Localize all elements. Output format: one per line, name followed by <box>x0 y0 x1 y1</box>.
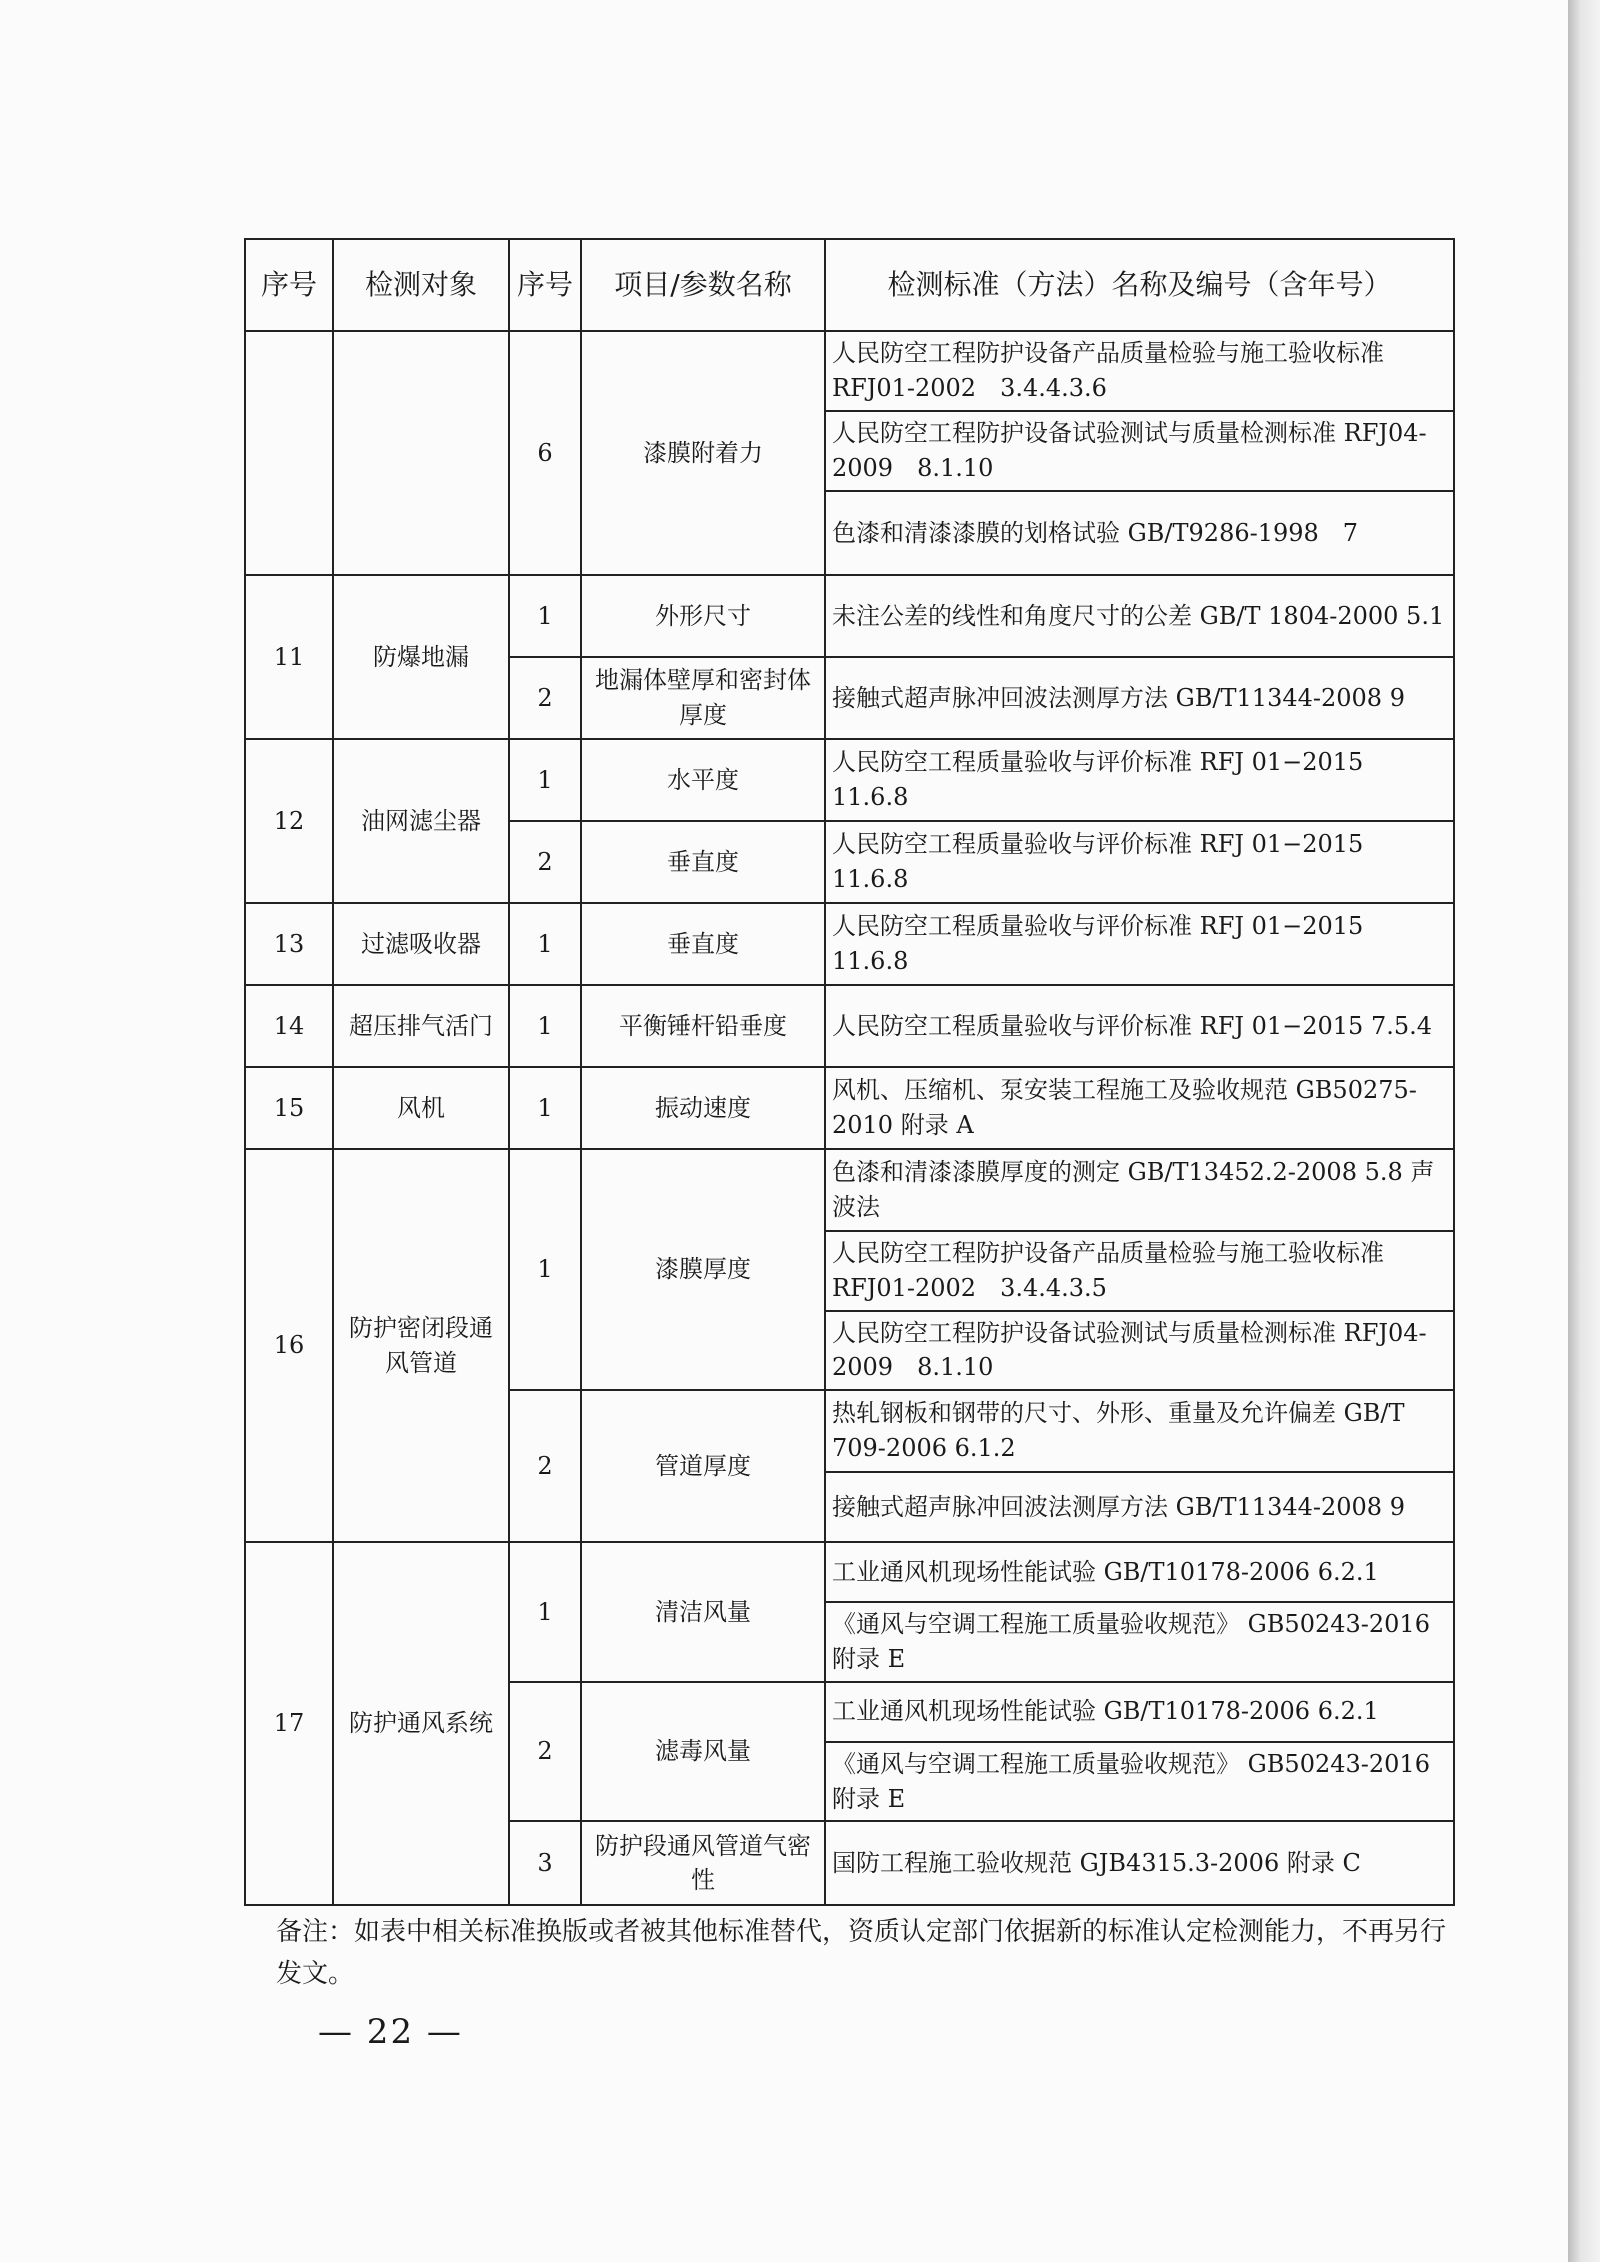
header-sub-no: 序号 <box>509 239 581 331</box>
item-object: 防护密闭段通风管道 <box>333 1149 509 1542</box>
param-no: 1 <box>509 903 581 985</box>
param-name: 振动速度 <box>581 1067 825 1149</box>
table-header-row <box>245 239 1454 331</box>
standard-cell: 风机、压缩机、泵安装工程施工及验收规范 GB50275-2010 附录 A <box>825 1067 1454 1149</box>
standard-cell: 接触式超声脉冲回波法测厚方法 GB/T11344-2008 9 <box>825 1472 1454 1542</box>
param-name: 漆膜厚度 <box>581 1149 825 1390</box>
standard-cell: 《通风与空调工程施工质量验收规范》 GB50243-2016 附录 E <box>825 1742 1454 1822</box>
page-edge-shadow <box>1568 0 1600 2262</box>
standard-cell: 未注公差的线性和角度尺寸的公差 GB/T 1804-2000 5.1 <box>825 575 1454 657</box>
header-param: 项目/参数名称 <box>581 239 825 331</box>
page-number: — 22 — <box>318 2012 463 2052</box>
param-name: 垂直度 <box>581 903 825 985</box>
param-no: 3 <box>509 1821 581 1905</box>
item-object: 超压排气活门 <box>333 985 509 1067</box>
param-name: 漆膜附着力 <box>581 331 825 575</box>
standard-cell: 接触式超声脉冲回波法测厚方法 GB/T11344-2008 9 <box>825 657 1454 739</box>
item-no: 15 <box>245 1067 333 1149</box>
param-no: 1 <box>509 1067 581 1149</box>
header-object: 检测对象 <box>333 239 509 331</box>
item-no: 12 <box>245 739 333 903</box>
standard-cell: 人民防空工程防护设备试验测试与质量检测标准 RFJ04-2009 8.1.10 <box>825 411 1454 491</box>
standard-cell: 人民防空工程质量验收与评价标准 RFJ 01−2015 11.6.8 <box>825 903 1454 985</box>
standard-cell: 工业通风机现场性能试验 GB/T10178-2006 6.2.1 <box>825 1542 1454 1602</box>
item-no: 14 <box>245 985 333 1067</box>
param-name: 水平度 <box>581 739 825 821</box>
param-name: 清洁风量 <box>581 1542 825 1682</box>
param-no: 2 <box>509 1390 581 1542</box>
standard-cell: 人民防空工程防护设备产品质量检验与施工验收标准 RFJ01-2002 3.4.4.3.6 <box>825 331 1454 411</box>
param-no: 2 <box>509 1682 581 1822</box>
table-row <box>245 331 1454 411</box>
table-row <box>245 1149 1454 1231</box>
item-no: 17 <box>245 1542 333 1905</box>
param-name: 外形尺寸 <box>581 575 825 657</box>
item-object: 过滤吸收器 <box>333 903 509 985</box>
table-row <box>245 1542 1454 1602</box>
param-no: 2 <box>509 657 581 739</box>
footnote: 备注：如表中相关标准换版或者被其他标准替代，资质认定部门依据新的标准认定检测能力，不再另行发文。 <box>276 1917 1447 1989</box>
item-object: 防爆地漏 <box>333 575 509 739</box>
param-no: 1 <box>509 985 581 1067</box>
item-no: 13 <box>245 903 333 985</box>
table-row <box>245 1067 1454 1149</box>
param-no: 6 <box>509 331 581 575</box>
item-object <box>333 331 509 575</box>
header-no: 序号 <box>245 239 333 331</box>
header-standard: 检测标准（方法）名称及编号（含年号） <box>825 239 1454 331</box>
standard-cell: 色漆和清漆漆膜的划格试验 GB/T9286-1998 7 <box>825 491 1454 575</box>
standard-cell: 人民防空工程质量验收与评价标准 RFJ 01−2015 11.6.8 <box>825 739 1454 821</box>
table-row <box>245 575 1454 657</box>
standard-cell: 工业通风机现场性能试验 GB/T10178-2006 6.2.1 <box>825 1682 1454 1742</box>
param-no: 1 <box>509 739 581 821</box>
standard-cell: 热轧钢板和钢带的尺寸、外形、重量及允许偏差 GB/T 709-2006 6.1.2 <box>825 1390 1454 1472</box>
param-no: 1 <box>509 575 581 657</box>
table-row <box>245 739 1454 821</box>
table-row <box>245 985 1454 1067</box>
param-name: 防护段通风管道气密性 <box>581 1821 825 1905</box>
standard-cell: 人民防空工程防护设备产品质量检验与施工验收标准 RFJ01-2002 3.4.4.3.5 <box>825 1231 1454 1311</box>
param-no: 1 <box>509 1149 581 1390</box>
param-name: 地漏体壁厚和密封体厚度 <box>581 657 825 739</box>
standard-cell: 《通风与空调工程施工质量验收规范》 GB50243-2016 附录 E <box>825 1602 1454 1682</box>
standard-cell: 国防工程施工验收规范 GJB4315.3-2006 附录 C <box>825 1821 1454 1905</box>
param-no: 1 <box>509 1542 581 1682</box>
param-name: 垂直度 <box>581 821 825 903</box>
standard-cell: 人民防空工程质量验收与评价标准 RFJ 01−2015 7.5.4 <box>825 985 1454 1067</box>
param-name: 管道厚度 <box>581 1390 825 1542</box>
standard-cell: 色漆和清漆漆膜厚度的测定 GB/T13452.2-2008 5.8 声波法 <box>825 1149 1454 1231</box>
param-name: 平衡锤杆铅垂度 <box>581 985 825 1067</box>
item-object: 防护通风系统 <box>333 1542 509 1905</box>
param-name: 滤毒风量 <box>581 1682 825 1822</box>
table-row <box>245 903 1454 985</box>
inspection-standards-table <box>244 238 1455 1906</box>
param-no: 2 <box>509 821 581 903</box>
item-no: 11 <box>245 575 333 739</box>
standard-cell: 人民防空工程质量验收与评价标准 RFJ 01−2015 11.6.8 <box>825 821 1454 903</box>
standard-cell: 人民防空工程防护设备试验测试与质量检测标准 RFJ04-2009 8.1.10 <box>825 1311 1454 1391</box>
item-object: 风机 <box>333 1067 509 1149</box>
item-no: 16 <box>245 1149 333 1542</box>
item-object: 油网滤尘器 <box>333 739 509 903</box>
item-no <box>245 331 333 575</box>
